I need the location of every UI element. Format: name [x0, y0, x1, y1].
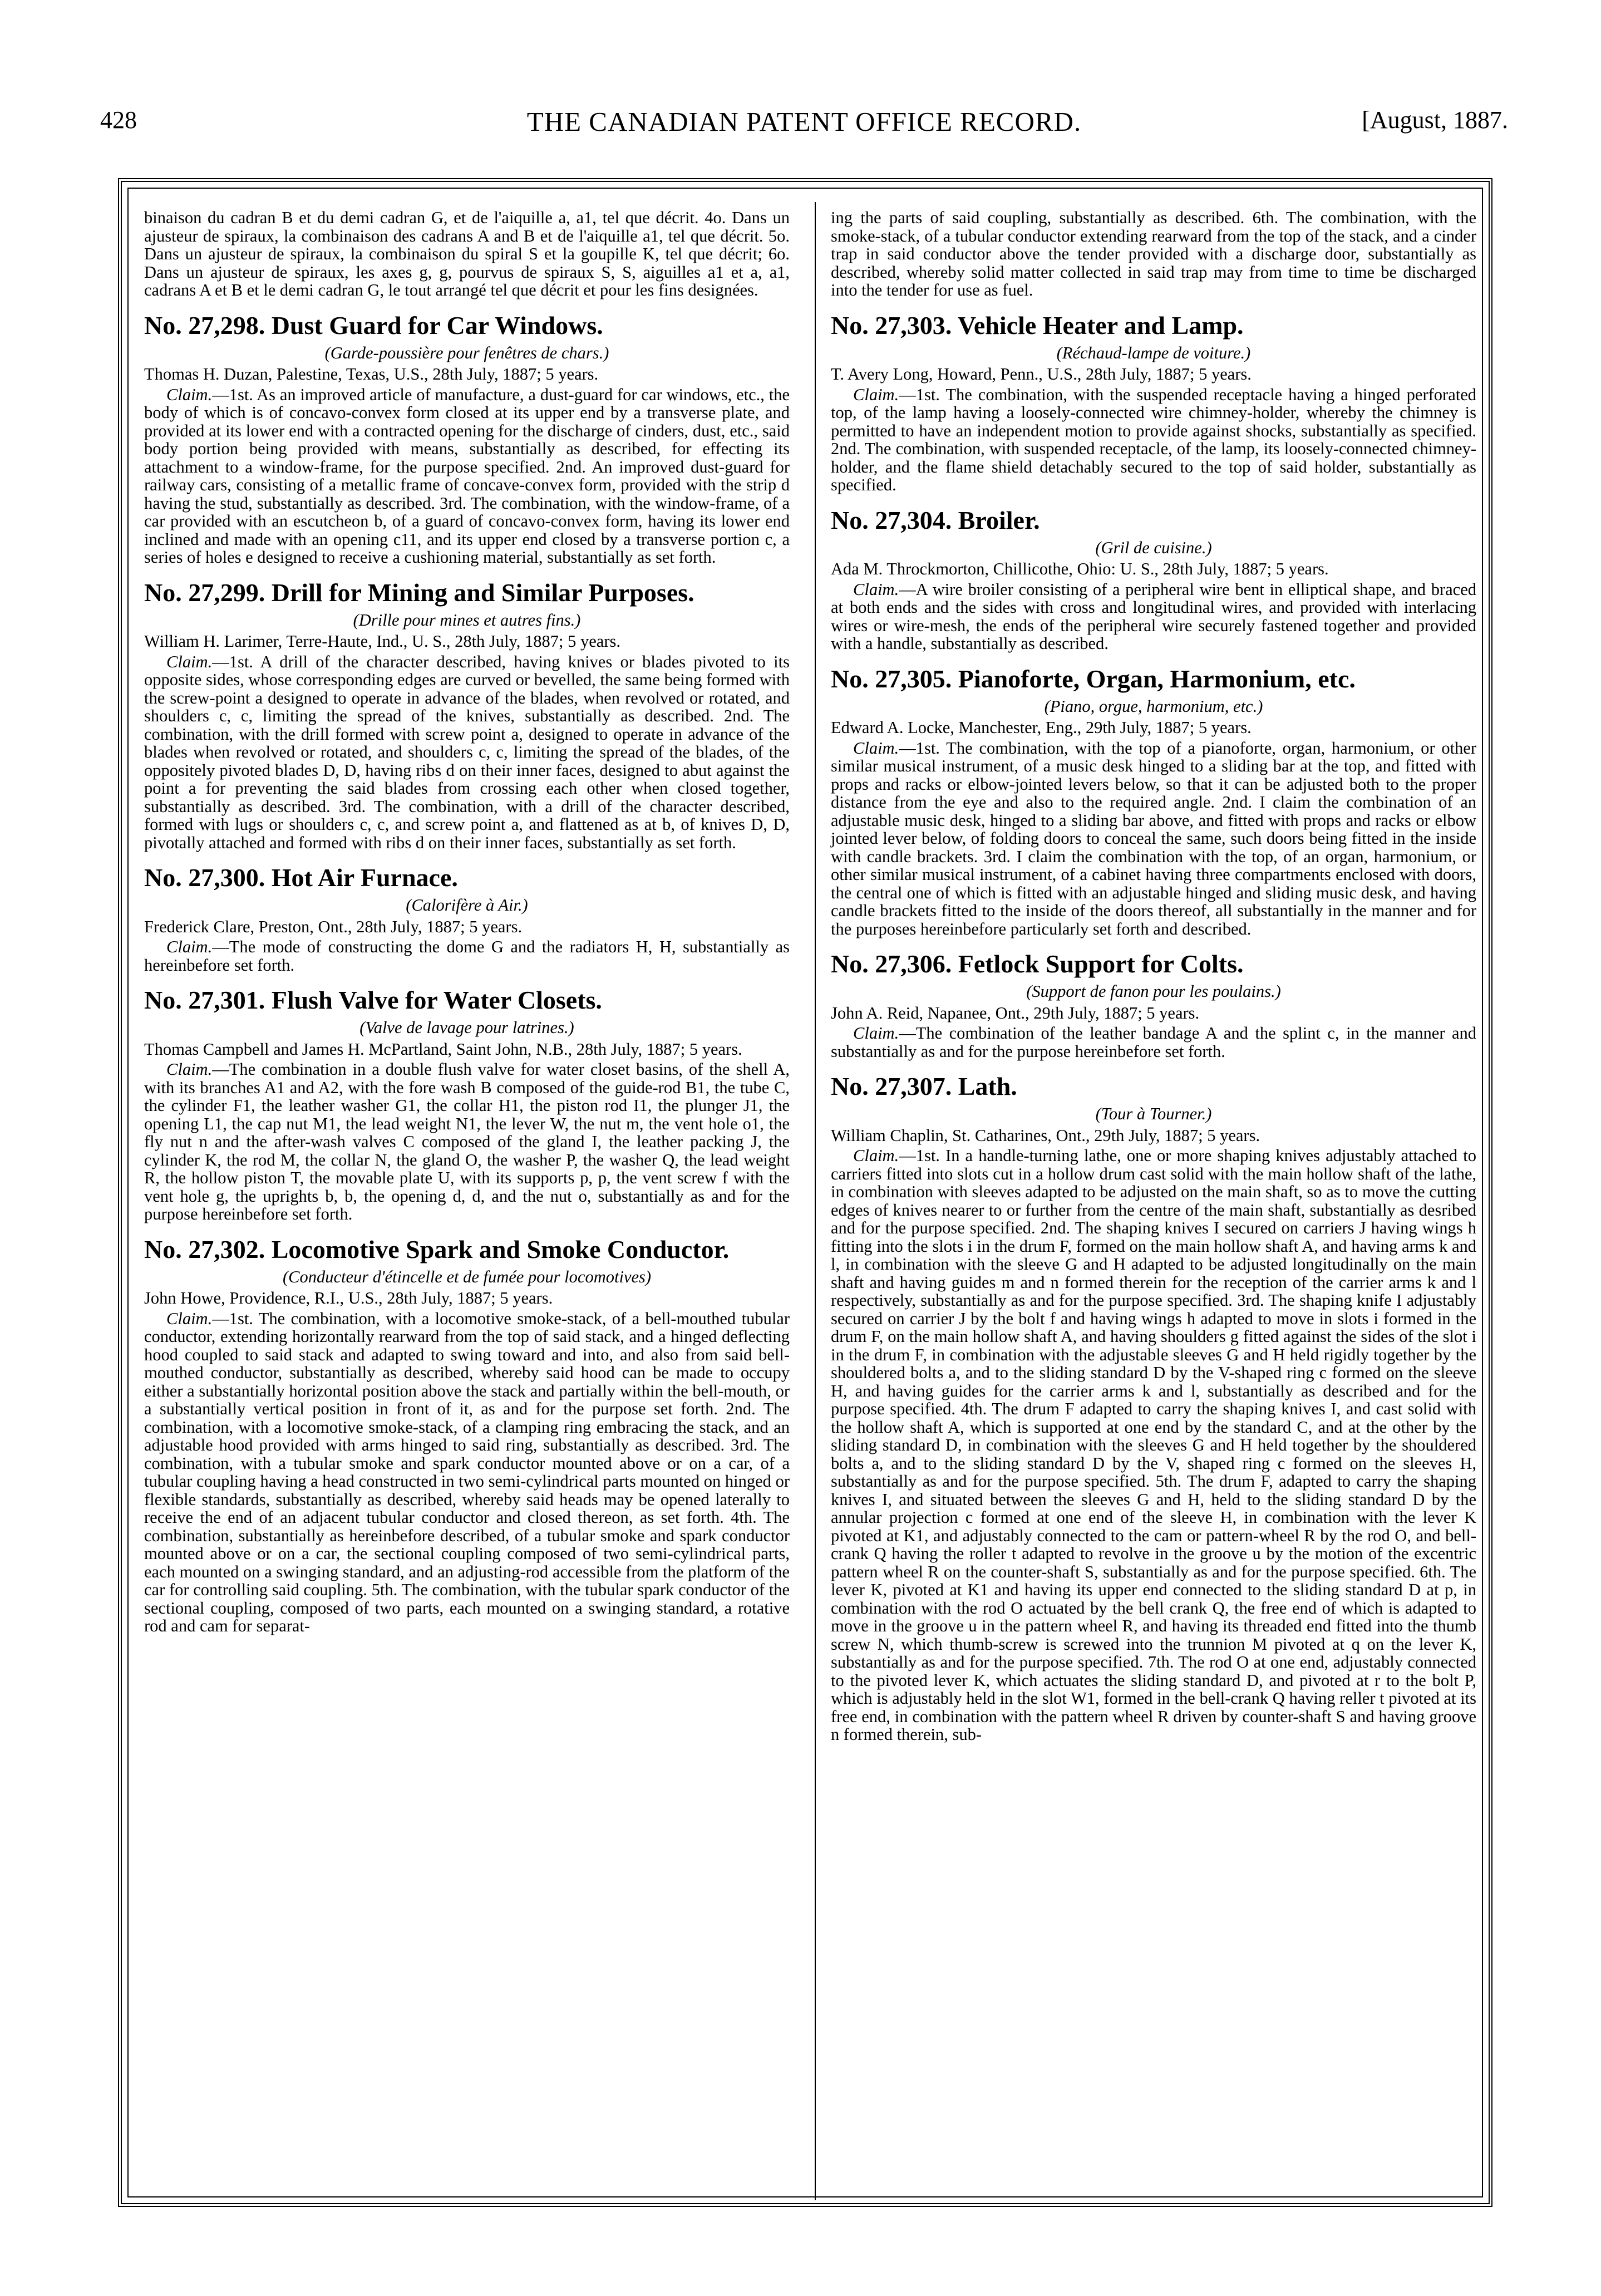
patent-entry-27301 — [144, 986, 790, 1223]
claim-label: Claim. — [853, 738, 899, 758]
claim-text: —The combination in a double flush valve for water closet basins, of the shell A, with its branches A1 and A2, with the fore wash B composed of the guide-rod B1, the tube C, the cylinder F1, the leather washer G1, the collar H1, the piston rod I1, the plunger J1, the opening L1, the cap nut M1, the lead weight N1, the lever W, the nut m, the vent hole o1, the fly nut n and the after-wash valves C composed of the gland I, the leather packing J, the cylinder K, the rod M, the collar N, the gland O, the washer P, the washer Q, the lead weight R, the hollow piston T, the movable plate U, with its supports p, p, the vent screw f with the vent hole g, the uprights b, b, the opening d, d, and the nut o, substantially as and for the purpose hereinbefore set forth. — [144, 1060, 790, 1223]
left-column — [144, 209, 790, 1635]
frame-inner — [127, 188, 1483, 2197]
patent-claim — [831, 581, 1476, 653]
patent-french-title: (Support de fanon pour les poulains.) — [1026, 982, 1281, 1001]
column-divider — [815, 202, 816, 2200]
claim-label: Claim. — [166, 1309, 213, 1328]
patent-heading: No. 27,300. Hot Air Furnace. — [144, 863, 458, 892]
patent-entry-27304 — [831, 507, 1476, 653]
patent-french-title: (Piano, orgue, harmonium, etc.) — [1044, 696, 1263, 716]
patent-inventor: Frederick Clare, Preston, Ont., 28th July, 1887; 5 years. — [144, 917, 523, 936]
patent-inventor: William H. Larimer, Terre-Haute, Ind., U. S., 28th July, 1887; 5 years. — [144, 632, 620, 651]
continued-text: ing the parts of said coupling, substantially as described. 6th. The combination, with the smoke-stack, of a tubular conductor extending rearward from the top of the stack, and a cinder trap in said conductor above the tender provided with a discharge door, substantially as described, whereby solid matter collected in said trap may from time to time be discharged into the tender for use as fuel. — [831, 208, 1476, 299]
patent-heading: No. 27,307. Lath. — [831, 1072, 1017, 1100]
patent-claim — [831, 386, 1476, 494]
page-frame — [118, 178, 1492, 2207]
claim-label: Claim. — [166, 385, 213, 404]
patent-heading: No. 27,304. Broiler. — [831, 505, 1040, 534]
patent-french-title: (Garde-poussière pour fenêtres de chars.) — [324, 343, 609, 362]
patent-claim — [831, 1147, 1476, 1744]
patent-french-title: (Valve de lavage pour latrines.) — [359, 1018, 574, 1037]
patent-heading: No. 27,299. Drill for Mining and Similar Purposes. — [144, 578, 694, 607]
patent-heading: No. 27,305. Pianoforte, Organ, Harmonium, etc. — [831, 664, 1356, 693]
patent-inventor: Thomas H. Duzan, Palestine, Texas, U.S., 28th July, 1887; 5 years. — [144, 365, 599, 384]
page-header — [100, 106, 1508, 145]
claim-label: Claim. — [853, 1146, 899, 1165]
claim-text: —1st. The combination, with the suspended receptacle having a hinged perforated top, of the lamp having a loosely-connected wire chimney-holder, whereby the chimney is permitted to have an independent motion to provide against shocks, substantially as specified. 2nd. The combination, with suspended receptacle, of the lamp, its loosely-connected chimney-holder, and the flame shield detachably secured to the top of said holder, substantially as specified. — [831, 385, 1476, 494]
patent-claim — [144, 1310, 790, 1635]
patent-entry-27298 — [144, 312, 790, 567]
patent-entry-27299 — [144, 579, 790, 852]
page-number: 428 — [100, 106, 137, 134]
patent-claim — [144, 386, 790, 567]
claim-text: —1st. The combination, with the top of a pianoforte, organ, harmonium, or other similar musical instrument, of a music desk hinged to a sliding bar at the top, and fitted with props and racks or elbow-jointed levers below, so that it can be adjusted both to the proper distance from the eye and also to the required angle. 2nd. I claim the combination of an adjustable music desk, hinged to a sliding bar above, and fitted with props and racks or elbow jointed lever below, of folding doors to conceal the same, such doors being fitted in the inside with candle brackets. 3rd. I claim the combination with the top, of an organ, harmonium, or other similar musical instrument, of a cabinet having three compartments enclosed with doors, the central one of which is fitted with an adjustable hinged and sliding music desk, and having candle brackets fitted to the inside of the doors thereof, all substantially in the manner and for the purposes hereinbefore particularly set forth and described. — [831, 738, 1476, 938]
patent-heading: No. 27,302. Locomotive Spark and Smoke Conductor. — [144, 1235, 730, 1263]
patent-inventor: John A. Reid, Napanee, Ont., 29th July, 1887; 5 years. — [831, 1003, 1200, 1022]
claim-label: Claim. — [166, 652, 213, 671]
claim-text: —1st. The combination, with a locomotive smoke-stack, of a bell-mouthed tubular conductor, extending horizontally rearward from the top of said stack, and a hinged deflecting hood coupled to said stack and adapted to swing toward and into, and also from said bell-mouthed conductor, substantially as described, whereby said hood can be made to occupy either a substantially horizontal position above the stack and partially within the bell-mouth, or a substantially vertical position in front of it, as and for the purpose set forth. 2nd. The combination, with a locomotive smoke-stack, of a clamping ring embracing the stack, and an adjustable hood provided with arms hinged to said ring, substantially as described. 3rd. The combination, with a tubular smoke and spark conductor mounted above or on a car, of a tubular coupling having a head constructed in two semi-cylindrical parts mounted on hinged or flexible standards, substantially as described, whereby said heads may be opened laterally to receive the end of an adjacent tubular conductor and closed thereon, as set forth. 4th. The combination, substantially as hereinbefore described, of a tubular smoke and spark conductor mounted above or on a car, the sectional coupling composed of two semi-cylindrical parts, each mounted on a swinging standard, and an adjusting-rod accessible from the platform of the car for controlling said coupling. 5th. The combination, with the tubular spark conductor of the sectional coupling, composed of two parts, each mounted on a swinging standard, a rotative rod and cam for separat- — [144, 1309, 790, 1635]
claim-text: —The mode of constructing the dome G and the radiators H, H, substantially as hereinbefore set forth. — [144, 937, 790, 975]
patent-entry-27305 — [831, 665, 1476, 938]
claim-label: Claim. — [853, 385, 899, 404]
patent-heading: No. 27,306. Fetlock Support for Colts. — [831, 950, 1244, 978]
patent-claim — [144, 1060, 790, 1223]
patent-entry-27300 — [144, 864, 790, 974]
patent-entry-27307 — [831, 1073, 1476, 1744]
claim-text: —1st. In a handle-turning lathe, one or more shaping knives adjustably attached to carriers fitted into slots cut in a hollow drum cast solid with the main hollow shaft of the lathe, in combination with sleeves adapted to be adjusted on the main shaft, so as to move the cutting edges of knives nearer to or further from the centre of the main shaft, substantially as desribed and for the purpose specified. 2nd. The shaping knives I secured on carriers J having wings h fitting into the slots i in the drum F, formed on the main hollow shaft A, and having arms k and l, in combination with the sleeve G and H adapted to be adjusted longitudinally on the main shaft and having guides m and n formed therein for the reception of the carrier arms k and l respectively, substantially as and for the purpose specified. 3rd. The shaping knife I adjustably secured on carrier J by the bolt f and having wings h adapted to move in slots i formed in the drum F, on the main hollow shaft A, and having shoulders g fitted against the sides of the slot i in the drum F, in combination with the adjustable sleeves G and H held rigidly together by the shouldered bolts a, and to the sliding standard D by the V-shaped ring c formed on the sleeve H, and having guides for the carrier arms k and l, substantially as described and for the purpose specified. 4th. The drum F adapted to carry the shaping knives I, and cast solid with the hollow shaft A, which is supported at one end by the standard C, and at the other by the sliding standard D, in combination with the sleeves G and H held together by the shouldered bolts a, and to the sliding standard D by the V, shaped ring c formed on the sleeves H, substantially as and for the purpose specified. 5th. The drum F, adapted to carry the shaping knives I, and situated between the sleeves G and H, held to the sliding standard D by the annular projection c formed at one end of the sleeve H, in combination with the lever K pivoted at K1, and adjustably connected to the cam or pattern-wheel R by the rod O, and bell-crank Q having the roller t adapted to revolve in the groove u by the motion of the excentric pattern wheel R on the counter-shaft S, substantially as and for the purpose specified. 6th. The lever K, pivoted at K1 and having its upper end connected to the sliding standard D at p, in combination with the rod O actuated by the bell crank Q, the free end of which is adapted to move in the groove u in the pattern wheel R, and having its threaded end fitted into the thumb screw N, which thumb-screw is screwed into the trunnion M pivoted at q on the lever K, substantially as and for the purpose specified. 7th. The rod O at one end, adjustably connected to the pivoted lever K, which actuates the sliding standard D, and pivoted at r to the bolt P, which is adjustably held in the slot W1, formed in the bell-crank Q having reller t pivoted at its free end, in combination with the pattern wheel R driven by counter-shaft S and having groove n formed therein, sub- — [831, 1146, 1476, 1744]
claim-label: Claim. — [166, 937, 213, 956]
right-column — [831, 209, 1476, 1744]
claim-label: Claim. — [853, 579, 899, 599]
claim-label: Claim. — [853, 1024, 899, 1043]
patent-inventor: John Howe, Providence, R.I., U.S., 28th July, 1887; 5 years. — [144, 1289, 553, 1307]
patent-entry-27303 — [831, 312, 1476, 494]
claim-text: —A wire broiler consisting of a peripheral wire bent in elliptical shape, and braced at both ends and the sides with cross and longitudinal wires, and provided with interlacing wires or wire-mesh, the ends of the peripheral wire securely fastened together and provided with a handle, substantially as described. — [831, 579, 1476, 653]
patent-claim — [831, 739, 1476, 938]
patent-inventor: Thomas Campbell and James H. McPartland, Saint John, N.B., 28th July, 1887; 5 years. — [144, 1039, 742, 1059]
patent-inventor: T. Avery Long, Howard, Penn., U.S., 28th July, 1887; 5 years. — [831, 365, 1252, 384]
patent-entry-27302 — [144, 1236, 790, 1635]
claim-text: —The combination of the leather bandage A and the splint c, in the manner and substantially as and for the purpose hereinbefore set forth. — [831, 1024, 1476, 1061]
patent-inventor: Ada M. Throckmorton, Chillicothe, Ohio: U. S., 28th July, 1887; 5 years. — [831, 559, 1329, 578]
claim-text: —1st. A drill of the character described, having knives or blades pivoted to its opposite sides, whose corresponding edges are curved or bevelled, the same being formed with the screw-point a designed to operate in advance of the blades, when revolved or rotated, and shoulders c, c, limiting the spread of the knives, substantially as described. 2nd. The combination, with the drill formed with screw point a, designed to operate in advance of the blades when revolved or rotated, and shoulders c, c, limiting the spread of the blades, of the oppositely pivoted blades D, D, having ribs d on their inner faces, designed to abut against the point a for preventing the said blades from crossing each other when closed together, substantially as described. 3rd. The combination, with a drill of the character described, formed with lugs or shoulders c, c, and screw point a, and flattened as at b, of knives D, D, pivotally attached and formed with ribs d on their inner faces, substantially as set forth. — [144, 652, 790, 852]
patent-french-title: (Conducteur d'étincelle et de fumée pour locomotives) — [282, 1267, 652, 1286]
patent-french-title: (Gril de cuisine.) — [1095, 538, 1212, 557]
patent-french-title: (Calorifère à Air.) — [406, 896, 528, 915]
patent-claim — [831, 1024, 1476, 1060]
patent-inventor: William Chaplin, St. Catharines, Ont., 29th July, 1887; 5 years. — [831, 1125, 1260, 1145]
patent-heading: No. 27,301. Flush Valve for Water Closets. — [144, 986, 602, 1014]
patent-claim — [144, 938, 790, 974]
patent-inventor: Edward A. Locke, Manchester, Eng., 29th July, 1887; 5 years. — [831, 718, 1252, 737]
patent-french-title: (Drille pour mines et autres fins.) — [353, 610, 581, 630]
issue-date: [August, 1887. — [1362, 106, 1508, 134]
patent-claim — [144, 653, 790, 852]
patent-entry-27306 — [831, 950, 1476, 1060]
publication-title: THE CANADIAN PATENT OFFICE RECORD. — [526, 106, 1082, 137]
claim-text: —1st. As an improved article of manufacture, a dust-guard for car windows, etc., the body of which is of concavo-convex form closed at its upper end by a transverse plate, and provided at its lower end with a contracted opening for the discharge of cinders, dust, etc., said body portion being provided with means, substantially as described, for effecting its attachment to a window-frame, for the purpose specified. 2nd. An improved dust-guard for railway cars, consisting of a metallic frame of concave-convex form, provided with the strip d having the stud, substantially as described. 3rd. The combination, with the window-frame, of a car provided with an escutcheon b, of a guard of concavo-convex form, having its lower end inclined and made with an opening c11, and its upper end closed by a transverse portion c, a series of holes e designed to receive a cushioning material, substantially as set forth. — [144, 385, 790, 567]
patent-french-title: (Réchaud-lampe de voiture.) — [1056, 343, 1251, 362]
claim-label: Claim. — [166, 1060, 213, 1079]
patent-heading: No. 27,303. Vehicle Heater and Lamp. — [831, 311, 1244, 340]
patent-heading: No. 27,298. Dust Guard for Car Windows. — [144, 311, 603, 340]
patent-french-title: (Tour à Tourner.) — [1095, 1104, 1212, 1123]
continued-text: binaison du cadran B et du demi cadran G, et de l'aiquille a, a1, tel que décrit. 4o. Dans un ajusteur de spiraux, la combinaison des cadrans A and B et de l'aiquille a1, tel que décrit. 5o. Dans un ajusteur de spiraux, la combinaison du spiral S et la goupille K, tel que décrit; 6o. Dans un ajusteur de spiraux, les axes g, g, pourvus de spiraux S, S, aiguilles a1 et a, a1, cadrans A et B et le demi cadran G, le tout arrangé tel que décrit et pour les fins designées. — [144, 208, 790, 299]
